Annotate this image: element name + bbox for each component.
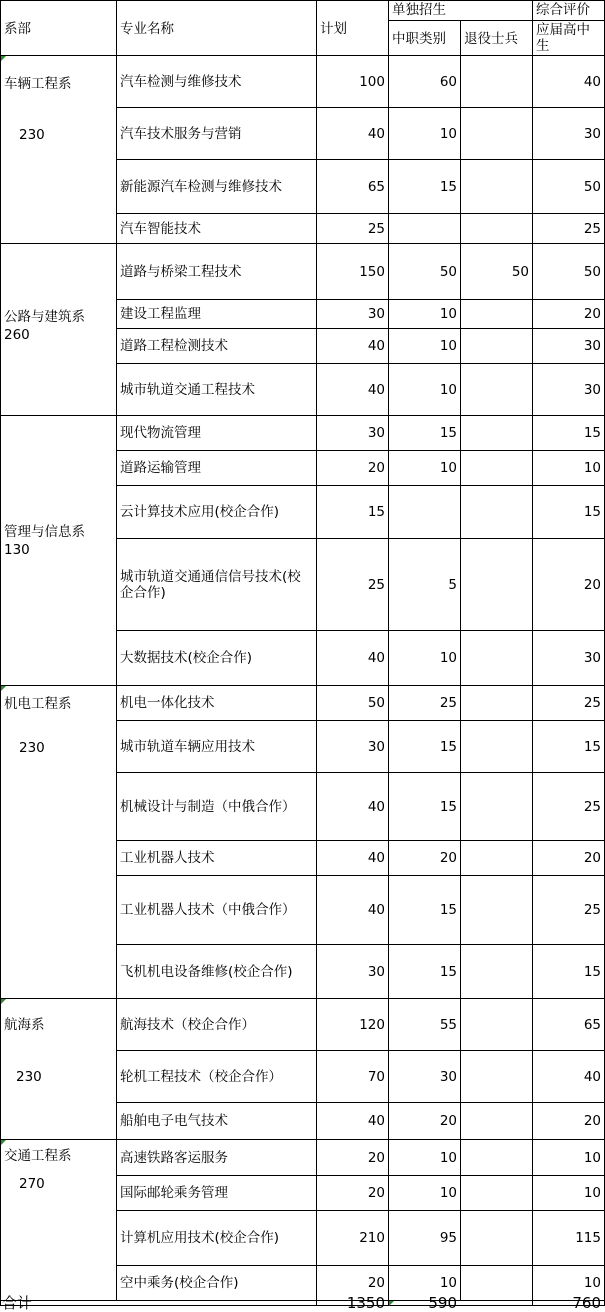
- vocational-value-text: 10: [439, 1185, 457, 1201]
- veterans-value: [460, 840, 533, 876]
- graduates-value-text: 115: [575, 1230, 601, 1246]
- major-name-text: 航海技术（校企合作）: [120, 1016, 255, 1033]
- plan-value-text: 20: [367, 1149, 385, 1166]
- plan-value: [316, 1102, 389, 1140]
- major-name-text: 城市轨道交通工程技术: [120, 381, 255, 398]
- vocational-value-text: 15: [439, 425, 457, 441]
- department-count: 270: [19, 1176, 45, 1192]
- header-veterans-text: 退役士兵: [464, 31, 518, 47]
- graduates-value: [532, 1102, 605, 1140]
- graduates-value-text: 15: [583, 504, 601, 520]
- plan-value: [316, 1175, 389, 1211]
- vocational-value: [388, 415, 461, 451]
- plan-value: [316, 55, 389, 108]
- plan-value: [316, 159, 389, 214]
- vocational-value: [388, 944, 461, 999]
- department-name: 管理与信息系: [4, 524, 85, 540]
- major-name-text: 新能源汽车检测与维修技术: [120, 178, 282, 195]
- vocational-value-text: 10: [439, 338, 457, 354]
- header-comprehensive: [532, 0, 605, 21]
- major-name: [116, 875, 317, 945]
- plan-value-text: 40: [367, 1113, 385, 1129]
- vocational-value-text: 25: [439, 695, 457, 711]
- graduates-value-text: 15: [583, 425, 601, 441]
- graduates-value: [532, 944, 605, 999]
- vocational-value: [388, 450, 461, 486]
- department-cell: [0, 55, 117, 244]
- total-label-text: 合计: [2, 1294, 33, 1312]
- graduates-value: [532, 875, 605, 945]
- total-plan-text: 1350: [346, 1294, 385, 1312]
- plan-value: [316, 630, 389, 686]
- plan-value-text: 40: [367, 125, 385, 142]
- vocational-value: [388, 1102, 461, 1140]
- vocational-value-text: 50: [439, 263, 457, 280]
- major-name-text: 道路与桥梁工程技术: [120, 263, 242, 280]
- vocational-value: [388, 485, 461, 539]
- plan-value: [316, 415, 389, 451]
- veterans-value: [460, 328, 533, 364]
- vocational-value: [388, 328, 461, 364]
- department-cell: [0, 998, 117, 1140]
- major-name-text: 云计算技术应用(校企合作): [120, 504, 280, 520]
- header-major-text: 专业名称: [120, 21, 174, 37]
- major-name-text: 计算机应用技术(校企合作): [120, 1230, 280, 1246]
- plan-value: [316, 485, 389, 539]
- total-vocational-text: 590: [428, 1294, 457, 1312]
- vocational-value: [388, 772, 461, 841]
- vocational-value: [388, 875, 461, 945]
- plan-value-text: 30: [367, 425, 385, 441]
- major-name: [116, 55, 317, 108]
- major-name: [116, 1210, 317, 1266]
- plan-value: [316, 840, 389, 876]
- department-name: 公路与建筑系: [4, 309, 85, 325]
- vocational-value: [388, 630, 461, 686]
- vocational-value-text: 10: [439, 125, 457, 142]
- vocational-value: [388, 213, 461, 244]
- vocational-value-text: 95: [439, 1230, 457, 1246]
- cell-comment-marker: [389, 1301, 394, 1306]
- graduates-value-text: 25: [583, 220, 601, 237]
- veterans-value: [460, 107, 533, 160]
- total-graduates-text: 760: [572, 1294, 601, 1312]
- major-name: [116, 213, 317, 244]
- major-name-text: 汽车检测与维修技术: [120, 73, 242, 90]
- graduates-value-text: 15: [583, 738, 601, 755]
- graduates-value: [532, 485, 605, 539]
- veterans-value: [460, 944, 533, 999]
- graduates-value: [532, 415, 605, 451]
- plan-value-text: 20: [367, 1185, 385, 1201]
- plan-value: [316, 1139, 389, 1176]
- vocational-value-text: 15: [439, 738, 457, 755]
- vocational-value: [388, 1139, 461, 1176]
- major-name-text: 机械设计与制造（中俄合作）: [120, 798, 296, 815]
- vocational-value-text: 15: [439, 798, 457, 815]
- plan-value-text: 20: [367, 460, 385, 476]
- department-name: 交通工程系: [4, 1148, 72, 1164]
- major-name: [116, 363, 317, 416]
- graduates-value: [532, 1139, 605, 1176]
- graduates-value-text: 10: [583, 1185, 601, 1201]
- graduates-value: [532, 55, 605, 108]
- major-name-text: 工业机器人技术: [120, 850, 215, 866]
- major-name: [116, 485, 317, 539]
- header-vocational: [388, 20, 461, 56]
- graduates-value: [532, 363, 605, 416]
- header-major: [116, 0, 317, 56]
- graduates-value-text: 25: [583, 902, 601, 918]
- veterans-value: [460, 1139, 533, 1176]
- plan-value: [316, 685, 389, 721]
- vocational-value: [388, 55, 461, 108]
- veterans-value-text: 50: [511, 263, 529, 280]
- veterans-value: [460, 243, 533, 300]
- major-name: [116, 299, 317, 329]
- vocational-value-text: 10: [439, 1149, 457, 1166]
- total-vocational: [388, 1294, 533, 1312]
- plan-value-text: 150: [359, 263, 385, 280]
- graduates-value-text: 30: [583, 338, 601, 354]
- graduates-value: [532, 538, 605, 631]
- plan-value: [316, 1050, 389, 1103]
- department-count: 130: [4, 542, 30, 558]
- veterans-value: [460, 685, 533, 721]
- plan-value-text: 40: [367, 338, 385, 354]
- vocational-value-text: 60: [439, 73, 457, 90]
- header-dept: [0, 0, 117, 56]
- header-graduates: [532, 20, 605, 56]
- graduates-value: [532, 450, 605, 486]
- plan-value: [316, 363, 389, 416]
- plan-value-text: 20: [367, 1275, 385, 1291]
- veterans-value: [460, 720, 533, 773]
- plan-value-text: 15: [367, 504, 385, 520]
- vocational-value-text: 30: [439, 1068, 457, 1085]
- graduates-value-text: 10: [583, 1275, 601, 1291]
- graduates-value: [532, 772, 605, 841]
- plan-value: [316, 720, 389, 773]
- major-name: [116, 840, 317, 876]
- major-name-text: 空中乘务(校企合作): [120, 1275, 239, 1291]
- major-name: [116, 1175, 317, 1211]
- graduates-value-text: 40: [583, 73, 601, 90]
- major-name: [116, 159, 317, 214]
- vocational-value-text: 5: [448, 576, 457, 593]
- plan-value-text: 40: [367, 850, 385, 866]
- plan-value-text: 40: [367, 798, 385, 815]
- graduates-value: [532, 107, 605, 160]
- major-name-text: 汽车技术服务与营销: [120, 125, 242, 142]
- vocational-value: [388, 1175, 461, 1211]
- major-name: [116, 944, 317, 999]
- graduates-value-text: 25: [583, 798, 601, 815]
- plan-value: [316, 299, 389, 329]
- plan-value-text: 65: [367, 178, 385, 195]
- graduates-value-text: 65: [583, 1016, 601, 1033]
- vocational-value: [388, 538, 461, 631]
- graduates-value: [532, 1210, 605, 1266]
- graduates-value: [532, 685, 605, 721]
- vocational-value: [388, 243, 461, 300]
- major-name-text: 机电一体化技术: [120, 695, 215, 711]
- plan-value-text: 100: [359, 73, 385, 90]
- plan-value-text: 210: [359, 1230, 385, 1246]
- graduates-value: [532, 720, 605, 773]
- plan-value-text: 40: [367, 381, 385, 398]
- vocational-value-text: 10: [439, 306, 457, 322]
- vocational-value-text: 15: [439, 902, 457, 918]
- header-single-enrollment: [388, 0, 533, 21]
- major-name: [116, 1265, 317, 1301]
- veterans-value: [460, 159, 533, 214]
- vocational-value: [388, 159, 461, 214]
- major-name-text: 高速铁路客运服务: [120, 1149, 228, 1166]
- major-name: [116, 107, 317, 160]
- major-name-text: 汽车智能技术: [120, 220, 201, 237]
- graduates-value-text: 20: [583, 850, 601, 866]
- plan-value-text: 25: [367, 576, 385, 593]
- graduates-value: [532, 213, 605, 244]
- major-name: [116, 328, 317, 364]
- veterans-value: [460, 363, 533, 416]
- major-name: [116, 450, 317, 486]
- graduates-value: [532, 159, 605, 214]
- veterans-value: [460, 55, 533, 108]
- plan-value-text: 120: [359, 1016, 385, 1033]
- department-name: 车辆工程系: [4, 76, 72, 92]
- cell-comment-marker: [1, 1140, 6, 1145]
- veterans-value: [460, 1102, 533, 1140]
- plan-value: [316, 328, 389, 364]
- department-name: 机电工程系: [4, 696, 72, 712]
- department-count: 260: [4, 327, 30, 343]
- graduates-value: [532, 840, 605, 876]
- graduates-value-text: 30: [583, 650, 601, 666]
- graduates-value-text: 25: [583, 695, 601, 711]
- veterans-value: [460, 299, 533, 329]
- graduates-value-text: 15: [583, 963, 601, 980]
- vocational-value-text: 10: [439, 1275, 457, 1291]
- graduates-value-text: 10: [583, 460, 601, 476]
- vocational-value: [388, 299, 461, 329]
- graduates-value: [532, 998, 605, 1051]
- graduates-value-text: 20: [583, 576, 601, 593]
- major-name-text: 大数据技术(校企合作): [120, 650, 253, 666]
- major-name-text: 现代物流管理: [120, 425, 201, 441]
- plan-value: [316, 998, 389, 1051]
- plan-value-text: 70: [367, 1068, 385, 1085]
- total-plan: [316, 1294, 389, 1312]
- major-name: [116, 243, 317, 300]
- vocational-value: [388, 840, 461, 876]
- veterans-value: [460, 450, 533, 486]
- vocational-value: [388, 1210, 461, 1266]
- major-name-text: 道路运输管理: [120, 460, 201, 476]
- major-name-text: 城市轨道交通通信信号技术(校企合作): [120, 568, 301, 601]
- major-name: [116, 538, 317, 631]
- vocational-value-text: 15: [439, 178, 457, 195]
- veterans-value: [460, 485, 533, 539]
- graduates-value-text: 30: [583, 381, 601, 398]
- department-count: 230: [19, 740, 45, 756]
- header-plan: [316, 0, 389, 56]
- plan-value: [316, 213, 389, 244]
- vocational-value: [388, 998, 461, 1051]
- veterans-value: [460, 1210, 533, 1266]
- cell-comment-marker: [1, 999, 6, 1004]
- total-label: [0, 1294, 317, 1312]
- total-graduates: [532, 1294, 605, 1312]
- graduates-value-text: 40: [583, 1068, 601, 1085]
- header-single-enrollment-text: 单独招生: [392, 2, 446, 18]
- graduates-value: [532, 1050, 605, 1103]
- header-dept-text: 系部: [4, 21, 31, 37]
- major-name-text: 建设工程监理: [120, 306, 201, 322]
- major-name-text: 国际邮轮乘务管理: [120, 1185, 228, 1201]
- veterans-value: [460, 875, 533, 945]
- department-cell: [0, 1139, 117, 1301]
- major-name: [116, 1050, 317, 1103]
- plan-value: [316, 772, 389, 841]
- vocational-value: [388, 1050, 461, 1103]
- header-vocational-text: 中职类别: [392, 31, 446, 47]
- vocational-value: [388, 685, 461, 721]
- header-plan-text: 计划: [320, 21, 347, 37]
- plan-value: [316, 107, 389, 160]
- plan-value: [316, 243, 389, 300]
- major-name-text: 轮机工程技术（校企合作）: [120, 1068, 282, 1085]
- vocational-value-text: 20: [439, 1113, 457, 1129]
- veterans-value: [460, 213, 533, 244]
- plan-value-text: 50: [367, 695, 385, 711]
- major-name: [116, 685, 317, 721]
- veterans-value: [460, 772, 533, 841]
- major-name-text: 道路工程检测技术: [120, 338, 228, 354]
- department-name: 航海系: [4, 1017, 45, 1033]
- vocational-value: [388, 363, 461, 416]
- plan-value-text: 30: [367, 306, 385, 322]
- major-name: [116, 630, 317, 686]
- department-count: 230: [19, 127, 45, 143]
- veterans-value: [460, 1265, 533, 1301]
- graduates-value: [532, 328, 605, 364]
- vocational-value-text: 10: [439, 381, 457, 398]
- veterans-value: [460, 1050, 533, 1103]
- major-name: [116, 1102, 317, 1140]
- major-name-text: 城市轨道车辆应用技术: [120, 738, 255, 755]
- graduates-value: [532, 243, 605, 300]
- major-name: [116, 415, 317, 451]
- plan-value: [316, 944, 389, 999]
- plan-value-text: 40: [367, 902, 385, 918]
- cell-comment-marker: [1, 56, 6, 61]
- plan-value: [316, 1210, 389, 1266]
- graduates-value-text: 50: [583, 178, 601, 195]
- department-cell: [0, 685, 117, 999]
- vocational-value-text: 20: [439, 850, 457, 866]
- graduates-value-text: 10: [583, 1149, 601, 1166]
- major-name: [116, 772, 317, 841]
- major-name-text: 船舶电子电气技术: [120, 1113, 228, 1129]
- header-graduates-text: 应届高中生: [536, 22, 590, 54]
- graduates-value-text: 20: [583, 306, 601, 322]
- plan-value-text: 30: [367, 738, 385, 755]
- header-veterans: [460, 20, 533, 56]
- department-cell: [0, 243, 117, 416]
- major-name: [116, 998, 317, 1051]
- veterans-value: [460, 998, 533, 1051]
- department-cell: [0, 415, 117, 686]
- cell-comment-marker: [1, 686, 6, 691]
- major-name-text: 飞机机电设备维修(校企合作): [120, 963, 293, 980]
- plan-value-text: 25: [367, 220, 385, 237]
- veterans-value: [460, 415, 533, 451]
- graduates-value: [532, 299, 605, 329]
- graduates-value: [532, 630, 605, 686]
- graduates-value-text: 50: [583, 263, 601, 280]
- vocational-value-text: 15: [439, 963, 457, 980]
- veterans-value: [460, 630, 533, 686]
- major-name-text: 工业机器人技术（中俄合作）: [120, 902, 296, 918]
- plan-value: [316, 875, 389, 945]
- veterans-value: [460, 538, 533, 631]
- graduates-value: [532, 1175, 605, 1211]
- vocational-value-text: 10: [439, 460, 457, 476]
- vocational-value-text: 10: [439, 650, 457, 666]
- plan-value-text: 30: [367, 963, 385, 980]
- vocational-value: [388, 107, 461, 160]
- header-comprehensive-text: 综合评价: [536, 2, 590, 18]
- vocational-value: [388, 720, 461, 773]
- plan-value-text: 40: [367, 650, 385, 666]
- plan-value: [316, 450, 389, 486]
- graduates-value-text: 20: [583, 1113, 601, 1129]
- major-name: [116, 720, 317, 773]
- department-count: 230: [16, 1069, 42, 1085]
- veterans-value: [460, 1175, 533, 1211]
- plan-value: [316, 538, 389, 631]
- major-name: [116, 1139, 317, 1176]
- graduates-value-text: 30: [583, 125, 601, 142]
- vocational-value-text: 55: [439, 1016, 457, 1033]
